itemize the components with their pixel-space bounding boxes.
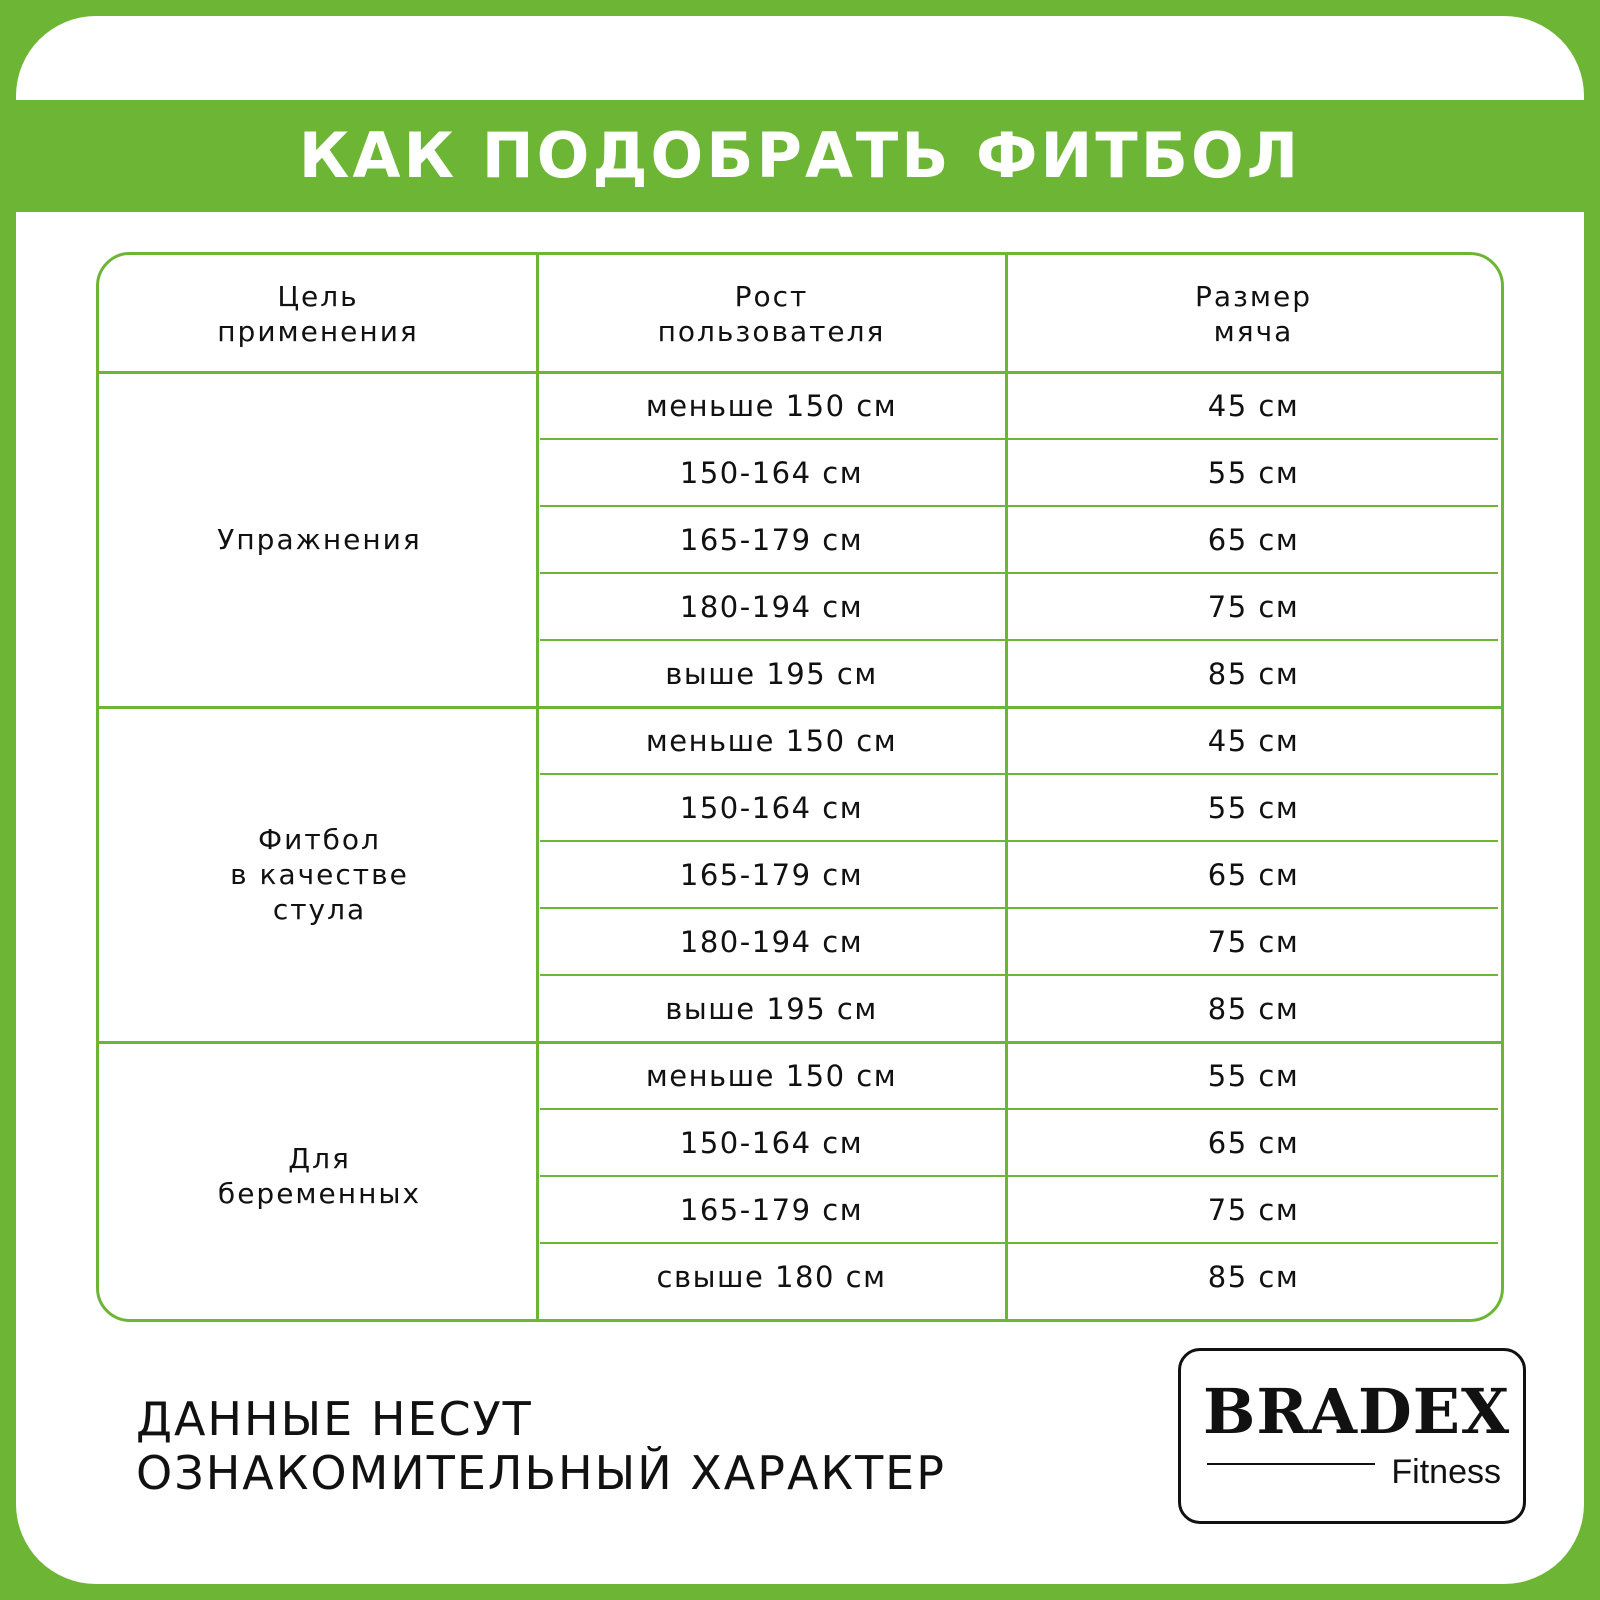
height-cell: свыше 180 см: [656, 1259, 887, 1294]
column-divider: [1005, 255, 1008, 1319]
page-title: КАК ПОДОБРАТЬ ФИТБОЛ: [298, 119, 1302, 192]
disclaimer-line: ОЗНАКОМИТЕЛЬНЫЙ ХАРАКТЕР: [136, 1446, 946, 1500]
group-label: [99, 372, 540, 707]
header-text: применения: [217, 314, 419, 348]
height-cell: 165-179 см: [679, 1192, 864, 1227]
height-cell: меньше 150 см: [645, 388, 898, 423]
group-label: [99, 1042, 540, 1310]
height-cell: 180-194 см: [679, 924, 864, 959]
group-label-text: беременных: [217, 1177, 422, 1210]
title-banner: [16, 100, 1584, 212]
size-cell: 55 см: [1207, 1058, 1300, 1093]
height-cell: 150-164 см: [679, 455, 864, 490]
logo-divider: [1207, 1463, 1375, 1465]
size-cell: 55 см: [1207, 455, 1300, 490]
height-cell: выше 195 см: [665, 991, 878, 1026]
size-table: [96, 252, 1504, 1322]
height-cell: меньше 150 см: [645, 723, 898, 758]
column-divider: [536, 255, 539, 1319]
height-cell: 165-179 см: [679, 857, 864, 892]
header-text: Размер: [1194, 279, 1313, 313]
disclaimer-line: ДАННЫЕ НЕСУТ: [136, 1392, 533, 1446]
disclaimer: [136, 1392, 946, 1500]
size-cell: 75 см: [1207, 589, 1300, 624]
size-cell: 75 см: [1207, 1192, 1300, 1227]
group-label-text: стула: [272, 893, 367, 926]
size-cell: 65 см: [1207, 857, 1300, 892]
size-cell: 85 см: [1207, 1259, 1300, 1294]
size-cell: 65 см: [1207, 1125, 1300, 1160]
height-cell: 165-179 см: [679, 522, 864, 557]
size-cell: 85 см: [1207, 656, 1300, 691]
size-cell: 65 см: [1207, 522, 1300, 557]
height-cell: 150-164 см: [679, 790, 864, 825]
info-card: [16, 16, 1584, 1584]
header-cell: [99, 255, 537, 372]
height-cell: 180-194 см: [679, 589, 864, 624]
group-label-text: Фитбол: [258, 823, 381, 856]
size-cell: 45 см: [1207, 723, 1300, 758]
size-cell: 55 см: [1207, 790, 1300, 825]
height-cell: меньше 150 см: [645, 1058, 898, 1093]
logo-subtitle: Fitness: [1391, 1453, 1501, 1491]
header-text: пользователя: [657, 314, 886, 348]
logo-brand: BRADEX: [1203, 1375, 1511, 1448]
header-text: Цель: [277, 279, 359, 313]
group-label-text: Для: [288, 1142, 351, 1175]
group-label-text: в качестве: [230, 858, 409, 891]
size-cell: 45 см: [1207, 388, 1300, 423]
header-text: Рост: [734, 279, 809, 313]
header-cell: [537, 255, 1006, 372]
size-cell: 75 см: [1207, 924, 1300, 959]
group-label: [99, 707, 540, 1042]
size-cell: 85 см: [1207, 991, 1300, 1026]
group-label-text: Упражнения: [217, 523, 422, 556]
header-text: мяча: [1213, 314, 1294, 348]
height-cell: выше 195 см: [665, 656, 878, 691]
bradex-logo: [1178, 1348, 1526, 1524]
height-cell: 150-164 см: [679, 1125, 864, 1160]
header-cell: [1006, 255, 1501, 372]
